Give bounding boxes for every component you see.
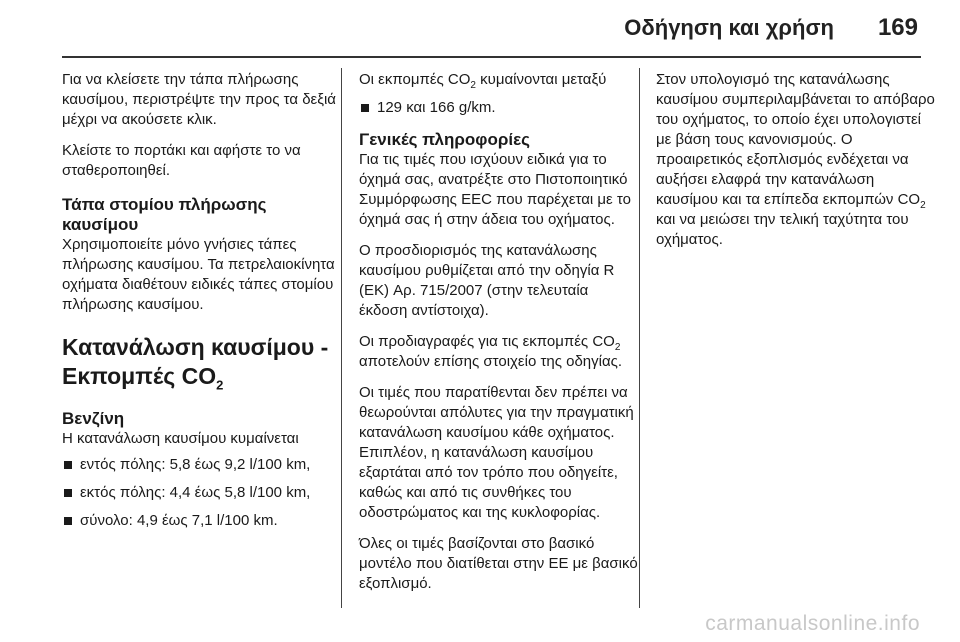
consumption-heading-text: Κατανάλωση καυσίμου - Εκπομπές CO <box>62 334 329 389</box>
column-1 <box>62 70 342 543</box>
kerb-weight-paragraph <box>656 70 936 250</box>
fuel-cap-paragraph: Χρησιμοποιείτε μόνο γνήσιες τάπες πλήρωσης καυσίμου. Τα πετρελαιοκίνητα οχήματα διαθέτουν ειδικές τάπες στομίου πλήρωσης καυσίμου. <box>62 236 335 313</box>
certificate-paragraph: Για τις τιμές που ισχύουν ειδικά για το όχημά σας, ανατρέξτε στο Πιστοποιητικό Συμμόρφωσης ΕΕC που παρέχεται με το όχημά σας ή στην άδεια του οχήματος. <box>359 151 631 228</box>
specs-text: Οι προδιαγραφές για τις εκπομπές CO <box>359 333 615 350</box>
column-divider-2 <box>639 68 640 608</box>
emissions-intro-text-end: κυμαίνονται μεταξύ <box>475 71 607 88</box>
page-number: 169 <box>877 14 918 41</box>
specs-subscript: 2 <box>614 342 621 353</box>
emissions-intro-text: Οι εκπομπές CO <box>359 71 471 88</box>
page-header <box>624 14 918 42</box>
list-item-emissions-range: 129 και 166 g/km. <box>359 98 639 118</box>
specs-paragraph <box>359 332 639 372</box>
emissions-intro <box>359 70 639 90</box>
emissions-list <box>359 98 639 118</box>
fuel-cap-heading: Τάπα στομίου πλήρωσης καυσίμου <box>62 195 267 234</box>
flap-close-paragraph: Κλείστε το πορτάκι και αφήστε το να σταθεροποιηθεί. <box>62 142 301 179</box>
specs-text-end: αποτελούν επίσης στοιχείο της οδηγίας. <box>359 353 623 370</box>
watermark: carmanualsonline.info <box>705 612 920 635</box>
directive-paragraph: Ο προσδιορισμός της κατανάλωσης καυσίμου ρυθμίζεται από την οδηγία R (ΕΚ) Αρ. 715/2007 (στην τελευταία έκδοση αντίστοιχα). <box>359 242 615 319</box>
fuel-cap-close-paragraph: Για να κλείσετε την τάπα πλήρωσης καυσίμου, περιστρέψτε την προς τα δεξιά μέχρι να ακούσετε κλικ. <box>62 71 336 128</box>
kerb-weight-text: Στον υπολογισμό της κατανάλωσης καυσίμου συμπεριλαμβάνεται το απόβαρο του οχήματος, το οποίο έχει υπολογιστεί με βάση τους κανονισμούς. Ο προαιρετικός εξοπλισμός ενδέχεται να αυξήσει ελαφρά την κατανάλωση καυσίμου και τα επίπεδα εκπομπών CO <box>656 71 935 208</box>
base-model-paragraph: Όλες οι τιμές βασίζονται στο βασικό μοντέλο που διατίθεται στην ΕΕ με βασικό εξοπλισμό. <box>359 535 638 592</box>
consumption-heading-subscript: 2 <box>216 377 224 393</box>
list-item-urban: εντός πόλης: 5,8 έως 9,2 l/100 km, <box>62 455 342 475</box>
disclaimer-paragraph: Οι τιμές που παρατίθενται δεν πρέπει να θεωρούνται απόλυτες για την πραγματική κατανάλωση καυσίμου κάθε οχήματος. Επιπλέον, η κατανάλωση καυσίμου εξαρτάται από τον τρόπο που οδηγείτε, καθώς και από τις συνθήκες του οδοστρώματος και της κυκλοφορίας. <box>359 384 634 521</box>
header-divider <box>62 56 921 58</box>
column-2 <box>359 70 639 605</box>
list-item-combined: σύνολο: 4,9 έως 7,1 l/100 km. <box>62 511 342 531</box>
emissions-intro-subscript: 2 <box>470 80 476 91</box>
kerb-weight-text-end: και να μειώσει την τελική ταχύτητα του οχήματος. <box>656 211 909 248</box>
list-item-extra-urban: εκτός πόλης: 4,4 έως 5,8 l/100 km, <box>62 483 342 503</box>
general-info-heading: Γενικές πληροφορίες <box>359 130 530 149</box>
petrol-heading: Βενζίνη <box>62 409 125 428</box>
consumption-range-intro: Η κατανάλωση καυσίμου κυμαίνεται <box>62 430 299 447</box>
column-3 <box>656 70 936 261</box>
consumption-list <box>62 455 342 531</box>
section-title: Οδήγηση και χρήση <box>624 15 834 40</box>
consumption-heading <box>62 333 342 391</box>
kerb-weight-subscript: 2 <box>920 200 926 211</box>
